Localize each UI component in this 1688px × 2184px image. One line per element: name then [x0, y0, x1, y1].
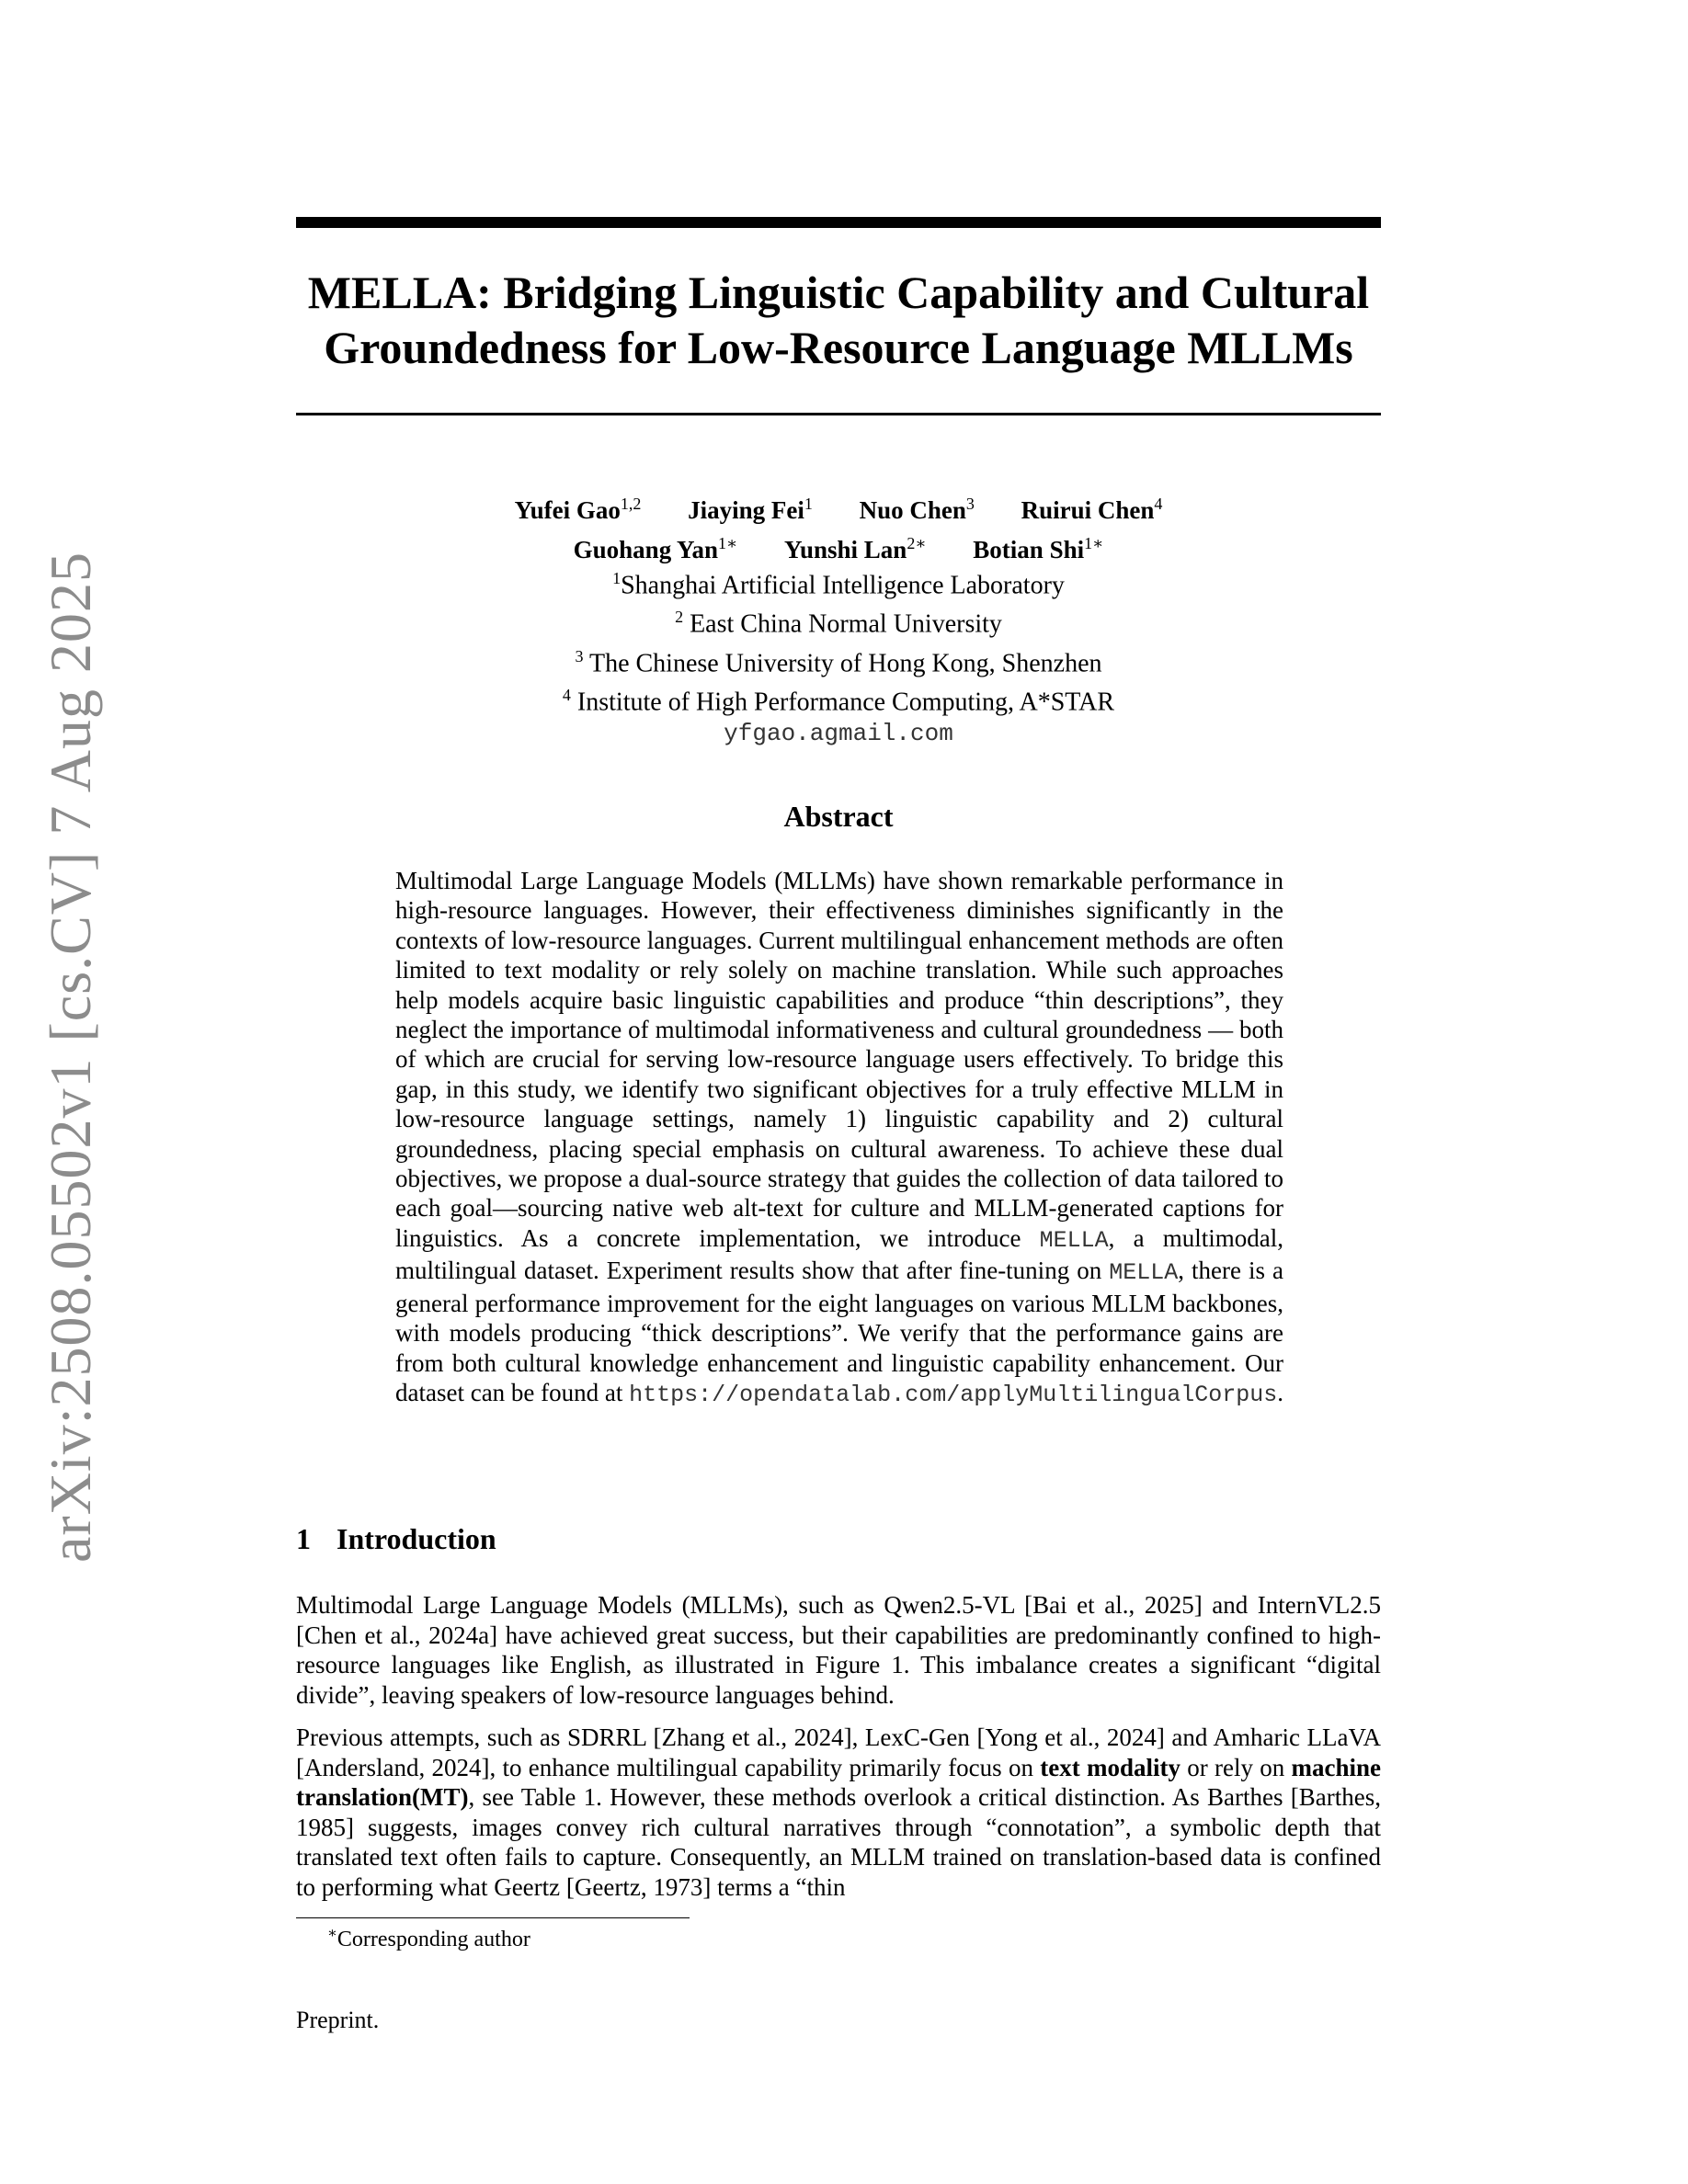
author: Nuo Chen$^3$	[859, 495, 975, 524]
affiliation: $^4$ Institute of High Performance Computing, A*STAR	[562, 685, 1115, 717]
title-top-rule	[296, 217, 1381, 228]
dataset-url-link[interactable]: https://opendatalab.com/applyMultilingualCorpus	[629, 1381, 1278, 1408]
author: Ruirui Chen$^4$	[1021, 495, 1163, 524]
title-bottom-rule	[296, 413, 1381, 415]
footnote-rule	[296, 1917, 690, 1918]
dataset-name: MELLA	[1039, 1226, 1109, 1254]
preprint-label: Preprint.	[296, 2007, 380, 2033]
paper-title	[296, 265, 1381, 375]
author-list	[296, 487, 1381, 566]
introduction-body	[296, 1590, 1381, 1915]
affiliation: $^2$ East China Normal University	[675, 608, 1002, 639]
intro-paragraph-2: Previous attempts, such as SDRRL [Zhang et al., 2024], LexC-Gen [Yong et al., 2024] and Amharic LLaVA [Andersland, 2024], to enhance multilingual capability primarily focus on text modality or rely on machine translation(MT), see Table 1. However, these methods overlook a critical distinction. As Barthes [Barthes, 1985] suggests, images convey rich cultural narratives through “connotation”, a symbolic depth that translated text often fails to capture. Consequently, an MLLM trained on translation-based data is confined to performing what Geertz [Geertz, 1973] terms a “thin	[296, 1723, 1382, 1901]
arxiv-stamp: arXiv:2508.05502v1 [cs.CV] 7 Aug 2025	[38, 551, 103, 1563]
abstract-heading: Abstract	[783, 800, 894, 833]
title-line-2: Groundedness for Low-Resource Language MLLMs	[324, 322, 1353, 373]
author: Jiaying Fei$^1$	[688, 495, 813, 524]
affiliation: $^3$ The Chinese University of Hong Kong, Shenzhen	[575, 646, 1102, 677]
author: Botian Shi$^{1∗}$	[973, 534, 1104, 563]
affiliation-list	[296, 563, 1381, 749]
author: Yufei Gao$^{1,2}$	[514, 495, 642, 524]
section-heading-introduction	[296, 1522, 496, 1556]
author: Yunshi Lan$^{2∗}$	[783, 534, 927, 563]
contact-email[interactable]: yfgao.agmail.com	[724, 720, 953, 748]
affiliation: $^1$Shanghai Artificial Intelligence Laboratory	[612, 569, 1065, 600]
section-number: 1	[296, 1522, 311, 1555]
author: Guohang Yan$^{1∗}$	[573, 534, 738, 563]
intro-paragraph-1: Multimodal Large Language Models (MLLMs), such as Qwen2.5-VL [Bai et al., 2025] and InternVL2.5 [Chen et al., 2024a] have achieved great success, but their capabilities are predominantly confined to high-resource languages like English, as illustrated in Figure 1. This imbalance creates a significant “digital divide”, leaving speakers of low-resource languages behind.	[296, 1591, 1381, 1709]
footnote: ∗Corresponding author	[327, 1926, 530, 1951]
author-row-2	[296, 527, 1381, 566]
section-title: Introduction	[336, 1522, 496, 1555]
abstract-text: Multimodal Large Language Models (MLLMs) have shown remarkable performance in high-resource languages. However, their effectiveness diminishes significantly in the contexts of low-resource languages. Current multilingual enhancement methods are often limited to text modality or rely solely on machine translation. While such approaches help models acquire basic linguistic capabilities and produce “thin descriptions”, they neglect the importance of multimodal informativeness and cultural groundedness — both of which are crucial for serving low-resource language users effectively. To bridge this gap, in this study, we identify two significant objectives for a truly effective MLLM in low-resource language settings, namely 1) linguistic capability and 2) cultural groundedness, placing special emphasis on cultural awareness. To achieve these dual objectives, we propose a dual-source strategy that guides the collection of data tailored to each goal—sourcing native web alt-text for culture and MLLM-generated captions for linguistics. As a concrete implementation, we introduce MELLA, a multimodal, multilingual dataset. Experiment results show that after fine-tuning on MELLA, there is a general performance improvement for the eight languages on various MLLM backbones, with models producing “thick descriptions”. We verify that the performance gains are from both cultural knowledge enhancement and linguistic capability enhancement. Our dataset can be found at https://opendatalab.com/applyMultilingualCorpus.	[395, 867, 1284, 1408]
author-row-1	[296, 487, 1381, 527]
title-line-1: MELLA: Bridging Linguistic Capability and Cultural	[307, 267, 1370, 318]
dataset-name: MELLA	[1109, 1259, 1179, 1287]
